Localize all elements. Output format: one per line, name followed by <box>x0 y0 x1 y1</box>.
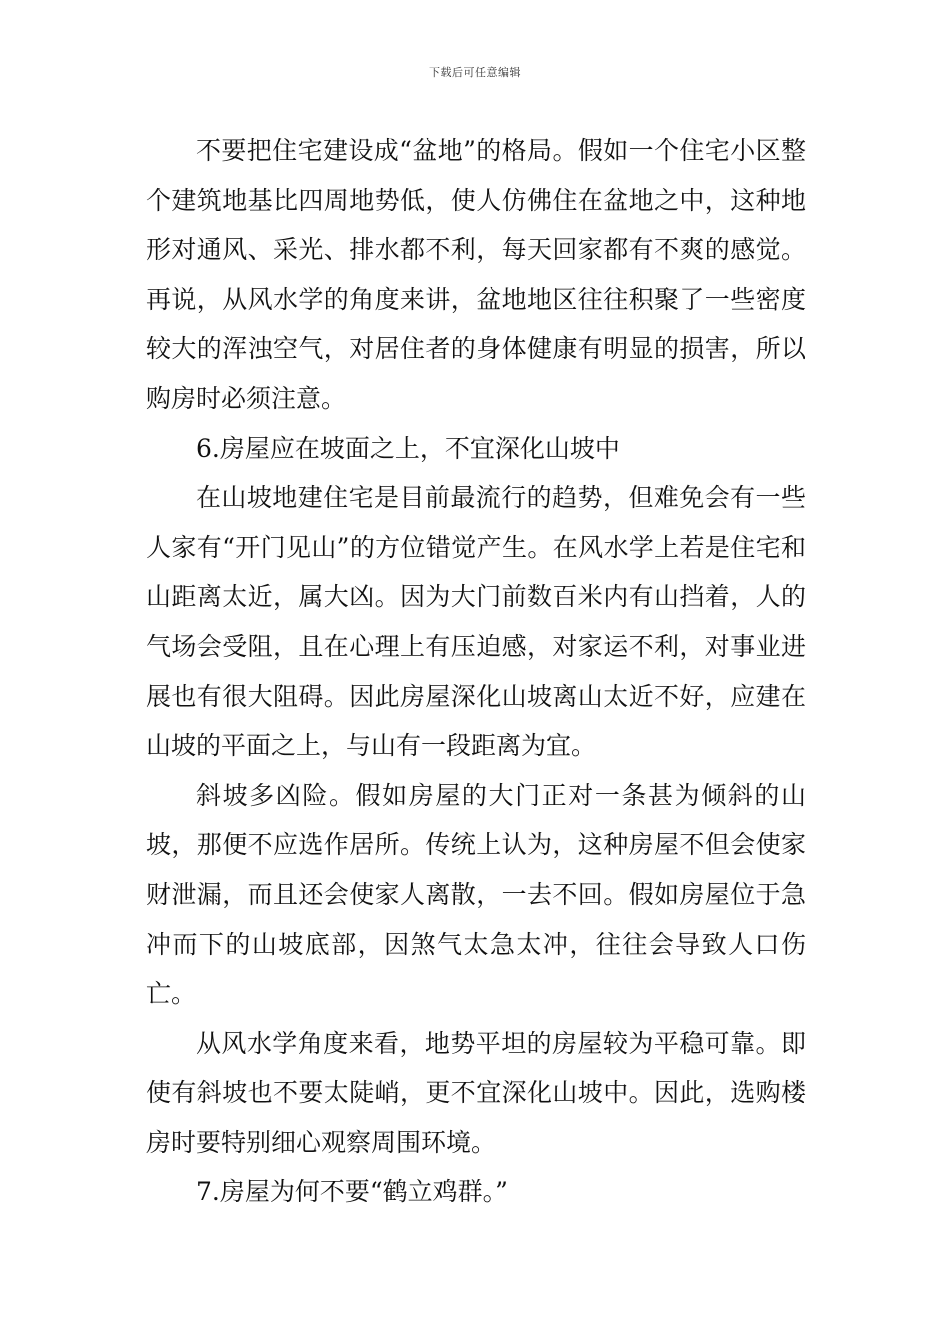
header-note: 下载后可任意编辑 <box>429 66 521 79</box>
paragraph-hillside: 在山坡地建住宅是目前最流行的趋势，但难免会有一些人家有“开门见山”的方位错觉产生。在风水学上若是住宅和山距离太近，属大凶。因为大门前数百米内有山挡着，人的气场会受阻，且在心理上有压迫感，对家运不利，对事业进展也有很大阻碍。因此房屋深化山坡离山太近不好，应建在山坡的平面之上，与山有一段距离为宜。 <box>146 483 806 761</box>
heading-section-6: 6.房屋应在坡面之上，不宜深化山坡中 <box>196 433 620 463</box>
paragraph-flat-terrain: 从风水学角度来看，地势平坦的房屋较为平稳可靠。即使有斜坡也不要太陡峭，更不宜深化山坡中。因此，选购楼房时要特别细心观察周围环境。 <box>146 1028 806 1157</box>
paragraph-basin: 不要把住宅建设成“盆地”的格局。假如一个住宅小区整个建筑地基比四周地势低，使人仿佛住在盆地之中，这种地形对通风、采光、排水都不利，每天回家都有不爽的感觉。再说，从风水学的角度来讲，盆地地区往往积聚了一些密度较大的浑浊空气，对居住者的身体健康有明显的损害，所以购房时必须注意。 <box>146 136 806 413</box>
heading-section-7: 7.房屋为何不要“鹤立鸡群。” <box>196 1177 508 1207</box>
paragraph-slope: 斜坡多凶险。假如房屋的大门正对一条甚为倾斜的山坡，那便不应选作居所。传统上认为，这种房屋不但会使家财泄漏，而且还会使家人离散，一去不回。假如房屋位于急冲而下的山坡底部，因煞气太急太冲，往往会导致人口伤亡。 <box>146 780 806 1009</box>
document-body <box>146 126 806 1217</box>
